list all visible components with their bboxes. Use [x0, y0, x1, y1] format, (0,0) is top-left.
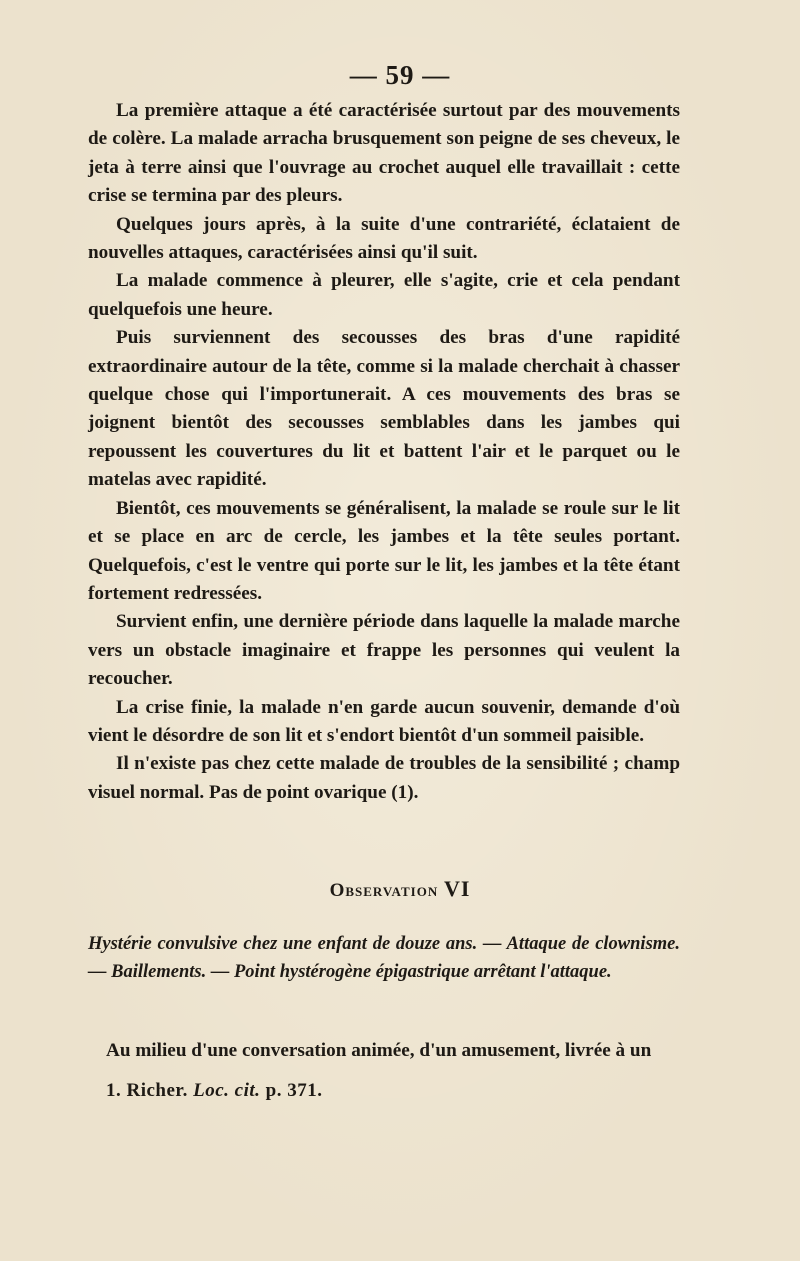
observation-number: VI — [443, 876, 471, 901]
footnote-author: Richer. — [126, 1080, 188, 1101]
paragraph: Puis surviennent des secousses des bras d'une rapidité extraordinaire autour de la tête, comme si la malade cherchait à chasser quelque chose qui l'importunerait. A ces mouvements des bras se joignent bientôt des secousses semblables dans les jambes qui repoussent les couvertures du lit et battent l'air et le parquet ou le matelas avec rapidité. — [88, 327, 680, 491]
continuation-paragraph: Au milieu d'une conversation animée, d'un amusement, livrée à un — [106, 1040, 652, 1061]
paragraph: La première attaque a été caractérisée surtout par des mouvements de colère. La malade arracha brusquement son peigne de ses cheveux, le jeta à terre ainsi que l'ouvrage au crochet auquel elle travaillait : cette crise se termina par des pleurs. — [88, 100, 680, 207]
paragraph: Bientôt, ces mouvements se généralisent, la malade se roule sur le lit et se place en arc de cercle, les jambes et la tête seules portant. Quelquefois, c'est le ventre qui porte sur le lit, les jambes et la tête étant fortement redressées. — [88, 497, 680, 604]
footnote-ref: Loc. cit. — [193, 1080, 261, 1101]
footnote — [106, 1080, 322, 1102]
paragraph: Quelques jours après, à la suite d'une contrariété, éclataient de nouvelles attaques, caractérisées ainsi qu'il suit. — [88, 213, 680, 264]
paragraph: Survient enfin, une dernière période dans laquelle la malade marche vers un obstacle imaginaire et frappe les personnes qui veulent la recoucher. — [88, 611, 680, 690]
observation-heading — [0, 876, 800, 902]
footnote-page: p. 371. — [265, 1080, 323, 1101]
paragraph: Il n'existe pas chez cette malade de troubles de la sensibilité ; champ visuel normal. Pas de point ovarique (1). — [88, 753, 680, 803]
paragraph: La crise finie, la malade n'en garde aucun souvenir, demande d'où vient le désordre de son lit et s'endort bientôt d'un sommeil paisible. — [88, 696, 680, 746]
paragraph: La malade commence à pleurer, elle s'agite, crie et cela pendant quelquefois une heure. — [88, 270, 680, 320]
observation-label: Observation — [329, 880, 439, 901]
observation-summary: Hystérie convulsive chez une enfant de douze ans. — Attaque de clownisme. — Baillements. — Point hystérogène épigastrique arrêtant l'attaque. — [88, 934, 680, 982]
footnote-marker: 1. — [106, 1080, 122, 1101]
body-text — [88, 97, 680, 807]
page-number: — 59 — — [349, 60, 451, 90]
